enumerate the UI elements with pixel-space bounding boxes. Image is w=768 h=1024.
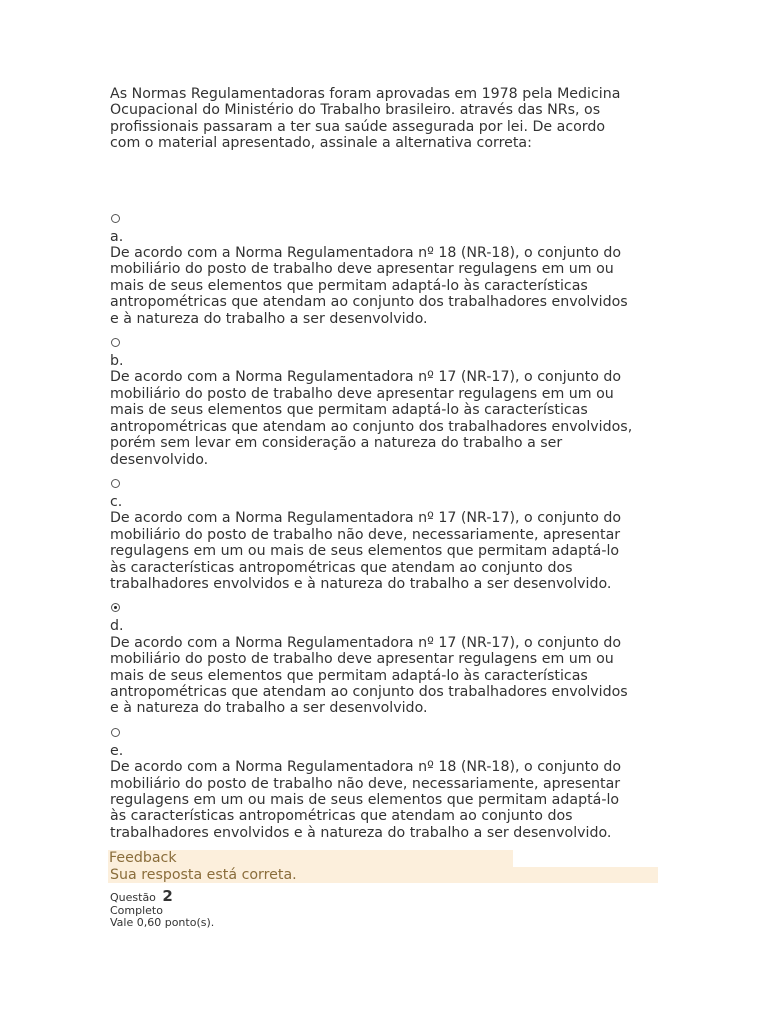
option-text: De acordo com a Norma Regulamentadora nº 17 (NR-17), o conjunto do mobiliário do posto de trabalho deve apresentar regulagens em um ou mais de seus elementos que permitam adaptá-lo às características antropométricas que atendam ao conjunto dos trabalhadores envolvidos, porém sem levar em consideração a natureza do trabalho a ser desenvolvido. bbox=[110, 369, 633, 468]
option-b[interactable] bbox=[110, 338, 670, 468]
question-points: Vale 0,60 ponto(s). bbox=[110, 916, 215, 929]
option-letter: e. bbox=[110, 742, 124, 759]
option-letter: c. bbox=[110, 493, 123, 510]
option-text: De acordo com a Norma Regulamentadora nº 17 (NR-17), o conjunto do mobiliário do posto de trabalho deve apresentar regulagens em um ou mais de seus elementos que permitam adaptá-lo às características antropométricas que atendam ao conjunto dos trabalhadores envolvidos e à natureza do trabalho a ser desenvolvido. bbox=[110, 634, 628, 717]
question-label: Questão bbox=[110, 891, 156, 904]
feedback-message: Sua resposta está correta. bbox=[108, 867, 658, 883]
question-container bbox=[110, 86, 670, 852]
option-text: De acordo com a Norma Regulamentadora nº 17 (NR-17), o conjunto do mobiliário do posto de trabalho não deve, necessariamente, apresentar regulagens em um ou mais de seus elementos que permitam adaptá-lo às características antropométricas que atendam ao conjunto dos trabalhadores envolvidos e à natureza do trabalho a ser desenvolvido. bbox=[110, 510, 622, 592]
question-number-value: 2 bbox=[162, 887, 173, 905]
radio-button-e[interactable] bbox=[111, 728, 120, 737]
question-text: As Normas Regulamentadoras foram aprovadas em 1978 pela Medicina Ocupacional do Ministério do Trabalho brasileiro. através das NRs, os profissionais passaram a ter sua saúde assegurada por lei. De acordo com o material apresentado, assinale a alternativa correta: bbox=[110, 86, 621, 152]
feedback-panel bbox=[108, 850, 658, 883]
feedback-title: Feedback bbox=[108, 850, 513, 867]
question-status: Completo bbox=[110, 903, 163, 917]
option-a[interactable] bbox=[110, 214, 670, 327]
radio-button-b[interactable] bbox=[111, 338, 120, 347]
radio-button-c[interactable] bbox=[111, 479, 120, 488]
option-letter: b. bbox=[110, 353, 124, 370]
option-c[interactable] bbox=[110, 479, 670, 592]
answer-list bbox=[110, 214, 670, 842]
radio-button-a[interactable] bbox=[111, 214, 120, 223]
option-d[interactable] bbox=[110, 603, 670, 716]
question-info bbox=[110, 887, 215, 930]
option-text: De acordo com a Norma Regulamentadora nº 18 (NR-18), o conjunto do mobiliário do posto de trabalho deve apresentar regulagens em um ou mais de seus elementos que permitam adaptá-lo às características antropométricas que atendam ao conjunto dos trabalhadores envolvidos e à natureza do trabalho a ser desenvolvido. bbox=[110, 245, 628, 327]
option-letter: d. bbox=[110, 618, 124, 635]
option-text: De acordo com a Norma Regulamentadora nº 18 (NR-18), o conjunto do mobiliário do posto de trabalho não deve, necessariamente, apresentar regulagens em um ou mais de seus elementos que permitam adaptá-lo às características antropométricas que atendam ao conjunto dos trabalhadores envolvidos e à natureza do trabalho a ser desenvolvido. bbox=[110, 759, 622, 841]
option-e[interactable] bbox=[110, 728, 670, 841]
radio-button-d[interactable] bbox=[111, 603, 120, 612]
option-letter: a. bbox=[110, 228, 124, 245]
question-number bbox=[110, 887, 214, 905]
